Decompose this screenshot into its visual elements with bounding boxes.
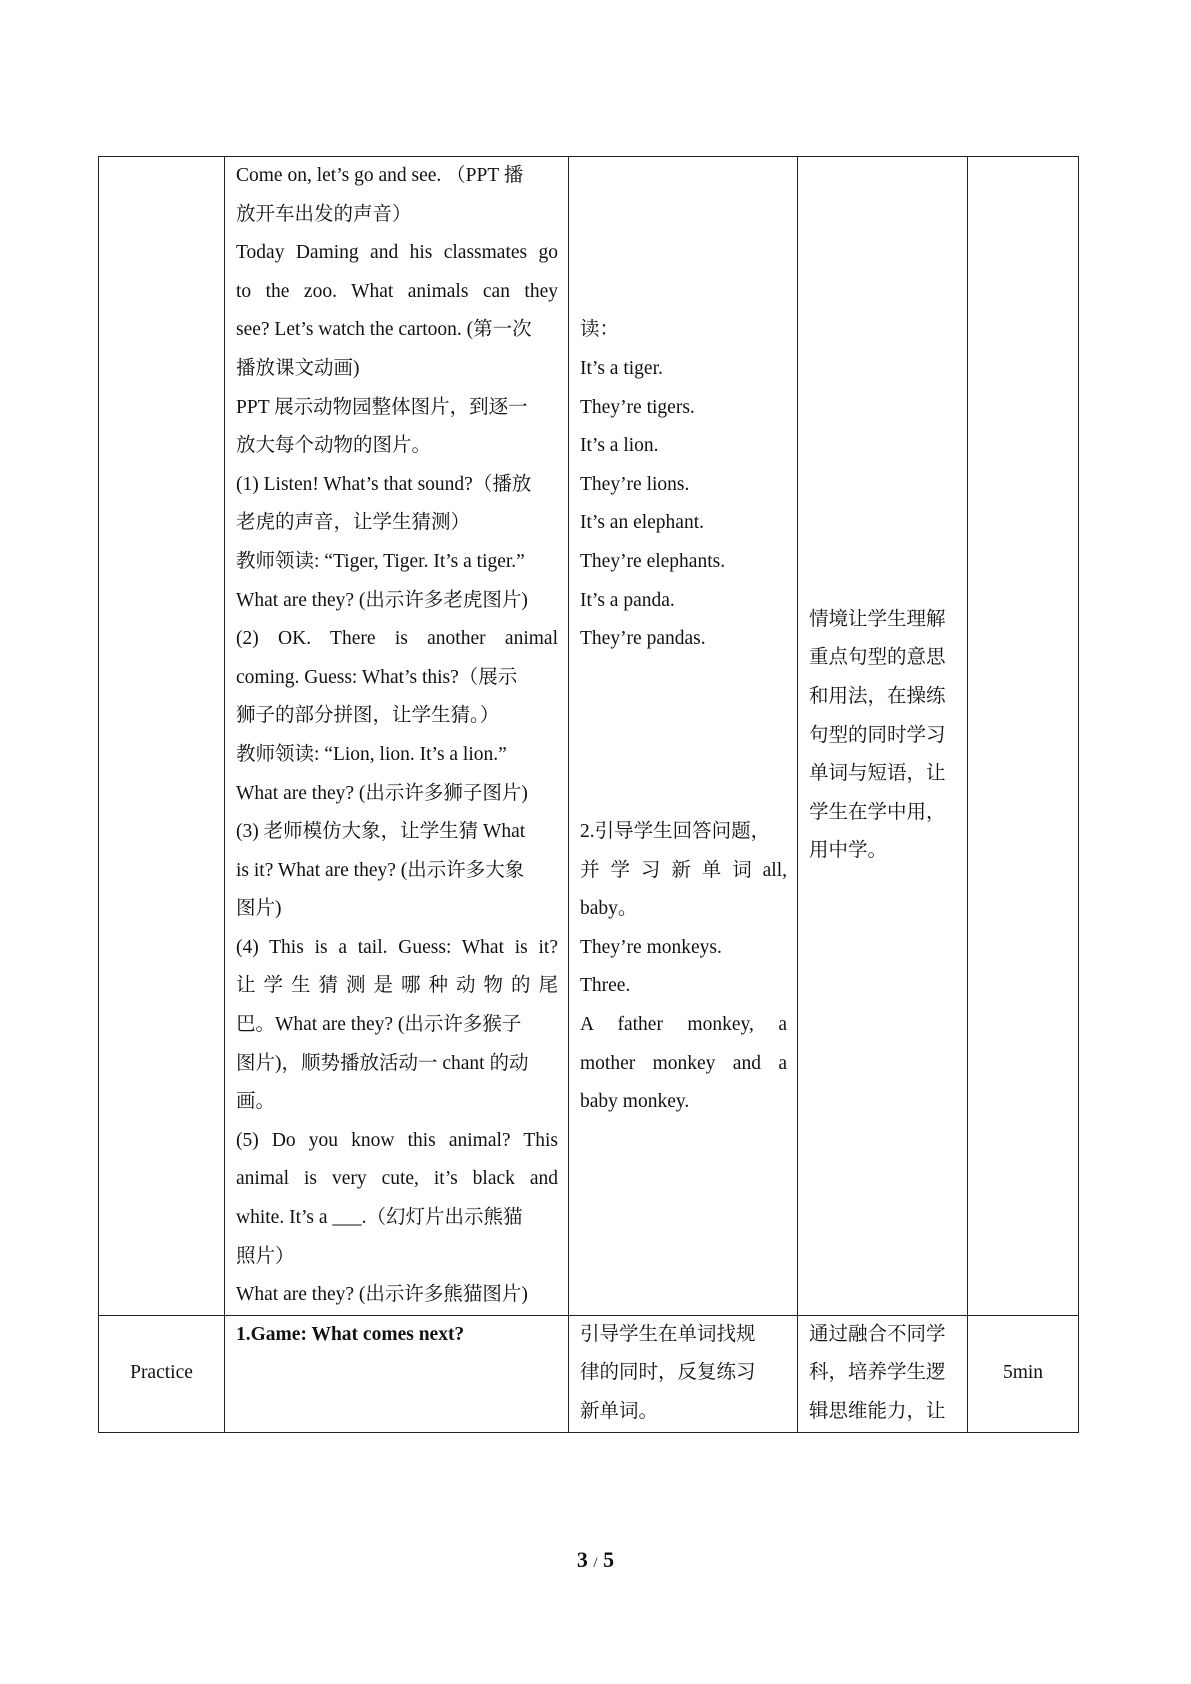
purpose-line: 句型的同时学习 — [809, 724, 946, 746]
teacher-line: Today Daming and his classmates go — [236, 242, 558, 264]
game-title: 1.Game: What comes next? — [236, 1323, 465, 1345]
stage-cell — [99, 157, 225, 1316]
teacher-line: is it? What are they? (出示许多大象 — [236, 859, 525, 881]
purpose-line: 用中学。 — [809, 840, 888, 862]
purpose-line: 重点句型的意思 — [809, 647, 946, 669]
student-line: They’re pandas. — [580, 628, 706, 650]
student-line: 引导学生在单词找规 — [580, 1323, 756, 1345]
teacher-line: 放开车出发的声音） — [236, 203, 412, 225]
page-number — [0, 1547, 1191, 1573]
student-line: It’s a panda. — [580, 589, 675, 611]
teacher-line: coming. Guess: What’s this?（展示 — [236, 666, 518, 688]
teacher-line: 老虎的声音，让学生猜测） — [236, 512, 471, 534]
student-line: baby monkey. — [580, 1091, 690, 1113]
teacher-line: What are they? (出示许多熊猫图片) — [236, 1284, 528, 1306]
student-line: 新单词。 — [580, 1401, 659, 1422]
current-page: 3 — [576, 1547, 588, 1572]
student-line: They’re monkeys. — [580, 936, 722, 958]
teacher-activity-cell — [225, 1315, 569, 1432]
student-line: It’s an elephant. — [580, 512, 704, 534]
purpose-line: 和用法，在操练 — [809, 686, 946, 708]
student-line: Three. — [580, 975, 631, 997]
teacher-line: 放大每个动物的图片。 — [236, 435, 432, 457]
student-line: They’re tigers. — [580, 396, 695, 418]
teacher-line: white. It’s a ___.（幻灯片出示熊猫 — [236, 1207, 523, 1229]
stage-cell: Practice — [99, 1315, 225, 1432]
time-cell: 5min — [968, 1315, 1079, 1432]
student-line: 并 学 习 新 单 词 all, — [580, 859, 787, 881]
purpose-line: 辑思维能力，让 — [809, 1401, 946, 1422]
student-line: 2.引导学生回答问题， — [580, 821, 771, 843]
time-cell — [968, 157, 1079, 1316]
page-separator: / — [593, 1555, 598, 1571]
student-activity-cell — [569, 157, 798, 1316]
teacher-line: (5) Do you know this animal? This — [236, 1129, 558, 1151]
teacher-line: to the zoo. What animals can they — [236, 280, 558, 302]
teacher-line: (4) This is a tail. Guess: What is it? — [236, 936, 558, 958]
teacher-line: 照片） — [236, 1245, 295, 1267]
teacher-line: animal is very cute, it’s black and — [236, 1168, 558, 1190]
student-line: 律的同时，反复练习 — [580, 1362, 756, 1384]
teacher-line: 画。 — [236, 1091, 276, 1113]
student-activity-cell — [569, 1315, 798, 1432]
design-purpose-cell — [798, 157, 968, 1316]
purpose-line: 通过融合不同学 — [809, 1323, 946, 1345]
student-line: It’s a lion. — [580, 435, 659, 457]
student-line: They’re lions. — [580, 473, 690, 495]
student-line: 读： — [580, 319, 620, 341]
purpose-line: 单词与短语，让 — [809, 763, 946, 785]
teacher-line: Come on, let’s go and see. （PPT 播 — [236, 165, 524, 186]
teacher-line: 播放课文动画) — [236, 357, 360, 379]
purpose-line: 学生在学中用， — [809, 801, 946, 823]
student-line: They’re elephants. — [580, 550, 726, 572]
lesson-plan-table — [98, 156, 1079, 1433]
teacher-line: (3) 老师模仿大象，让学生猜 What — [236, 821, 526, 843]
design-purpose-cell — [798, 1315, 968, 1432]
total-pages: 5 — [603, 1547, 615, 1572]
teacher-line: 教师领读: “Tiger, Tiger. It’s a tiger.” — [236, 550, 525, 572]
student-line: It’s a tiger. — [580, 357, 663, 379]
teacher-activity-cell — [225, 157, 569, 1316]
purpose-line: 情境让学生理解 — [809, 608, 946, 630]
teacher-line: 教师领读: “Lion, lion. It’s a lion.” — [236, 743, 507, 765]
teacher-line: (2) OK. There is another animal — [236, 628, 558, 650]
table-row — [99, 1315, 1079, 1432]
teacher-line: 狮子的部分拼图，让学生猜。） — [236, 705, 500, 727]
teacher-line: PPT 展示动物园整体图片，到逐一 — [236, 396, 528, 418]
teacher-line: see? Let’s watch the cartoon. (第一次 — [236, 319, 532, 341]
table-row — [99, 157, 1079, 1316]
teacher-line: 图片)，顺势播放活动一 chant 的动 — [236, 1052, 529, 1074]
teacher-line: 巴。What are they? (出示许多猴子 — [236, 1014, 522, 1036]
student-line: baby。 — [580, 898, 638, 920]
student-line: A father monkey, a — [580, 1014, 787, 1036]
teacher-line: 让 学 生 猜 测 是 哪 种 动 物 的 尾 — [236, 975, 558, 997]
teacher-line: (1) Listen! What’s that sound?（播放 — [236, 473, 532, 495]
student-line: mother monkey and a — [580, 1052, 787, 1074]
teacher-line: 图片) — [236, 898, 282, 920]
teacher-line: What are they? (出示许多老虎图片) — [236, 589, 528, 611]
teacher-line: What are they? (出示许多狮子图片) — [236, 782, 528, 804]
purpose-line: 科，培养学生逻 — [809, 1362, 946, 1384]
